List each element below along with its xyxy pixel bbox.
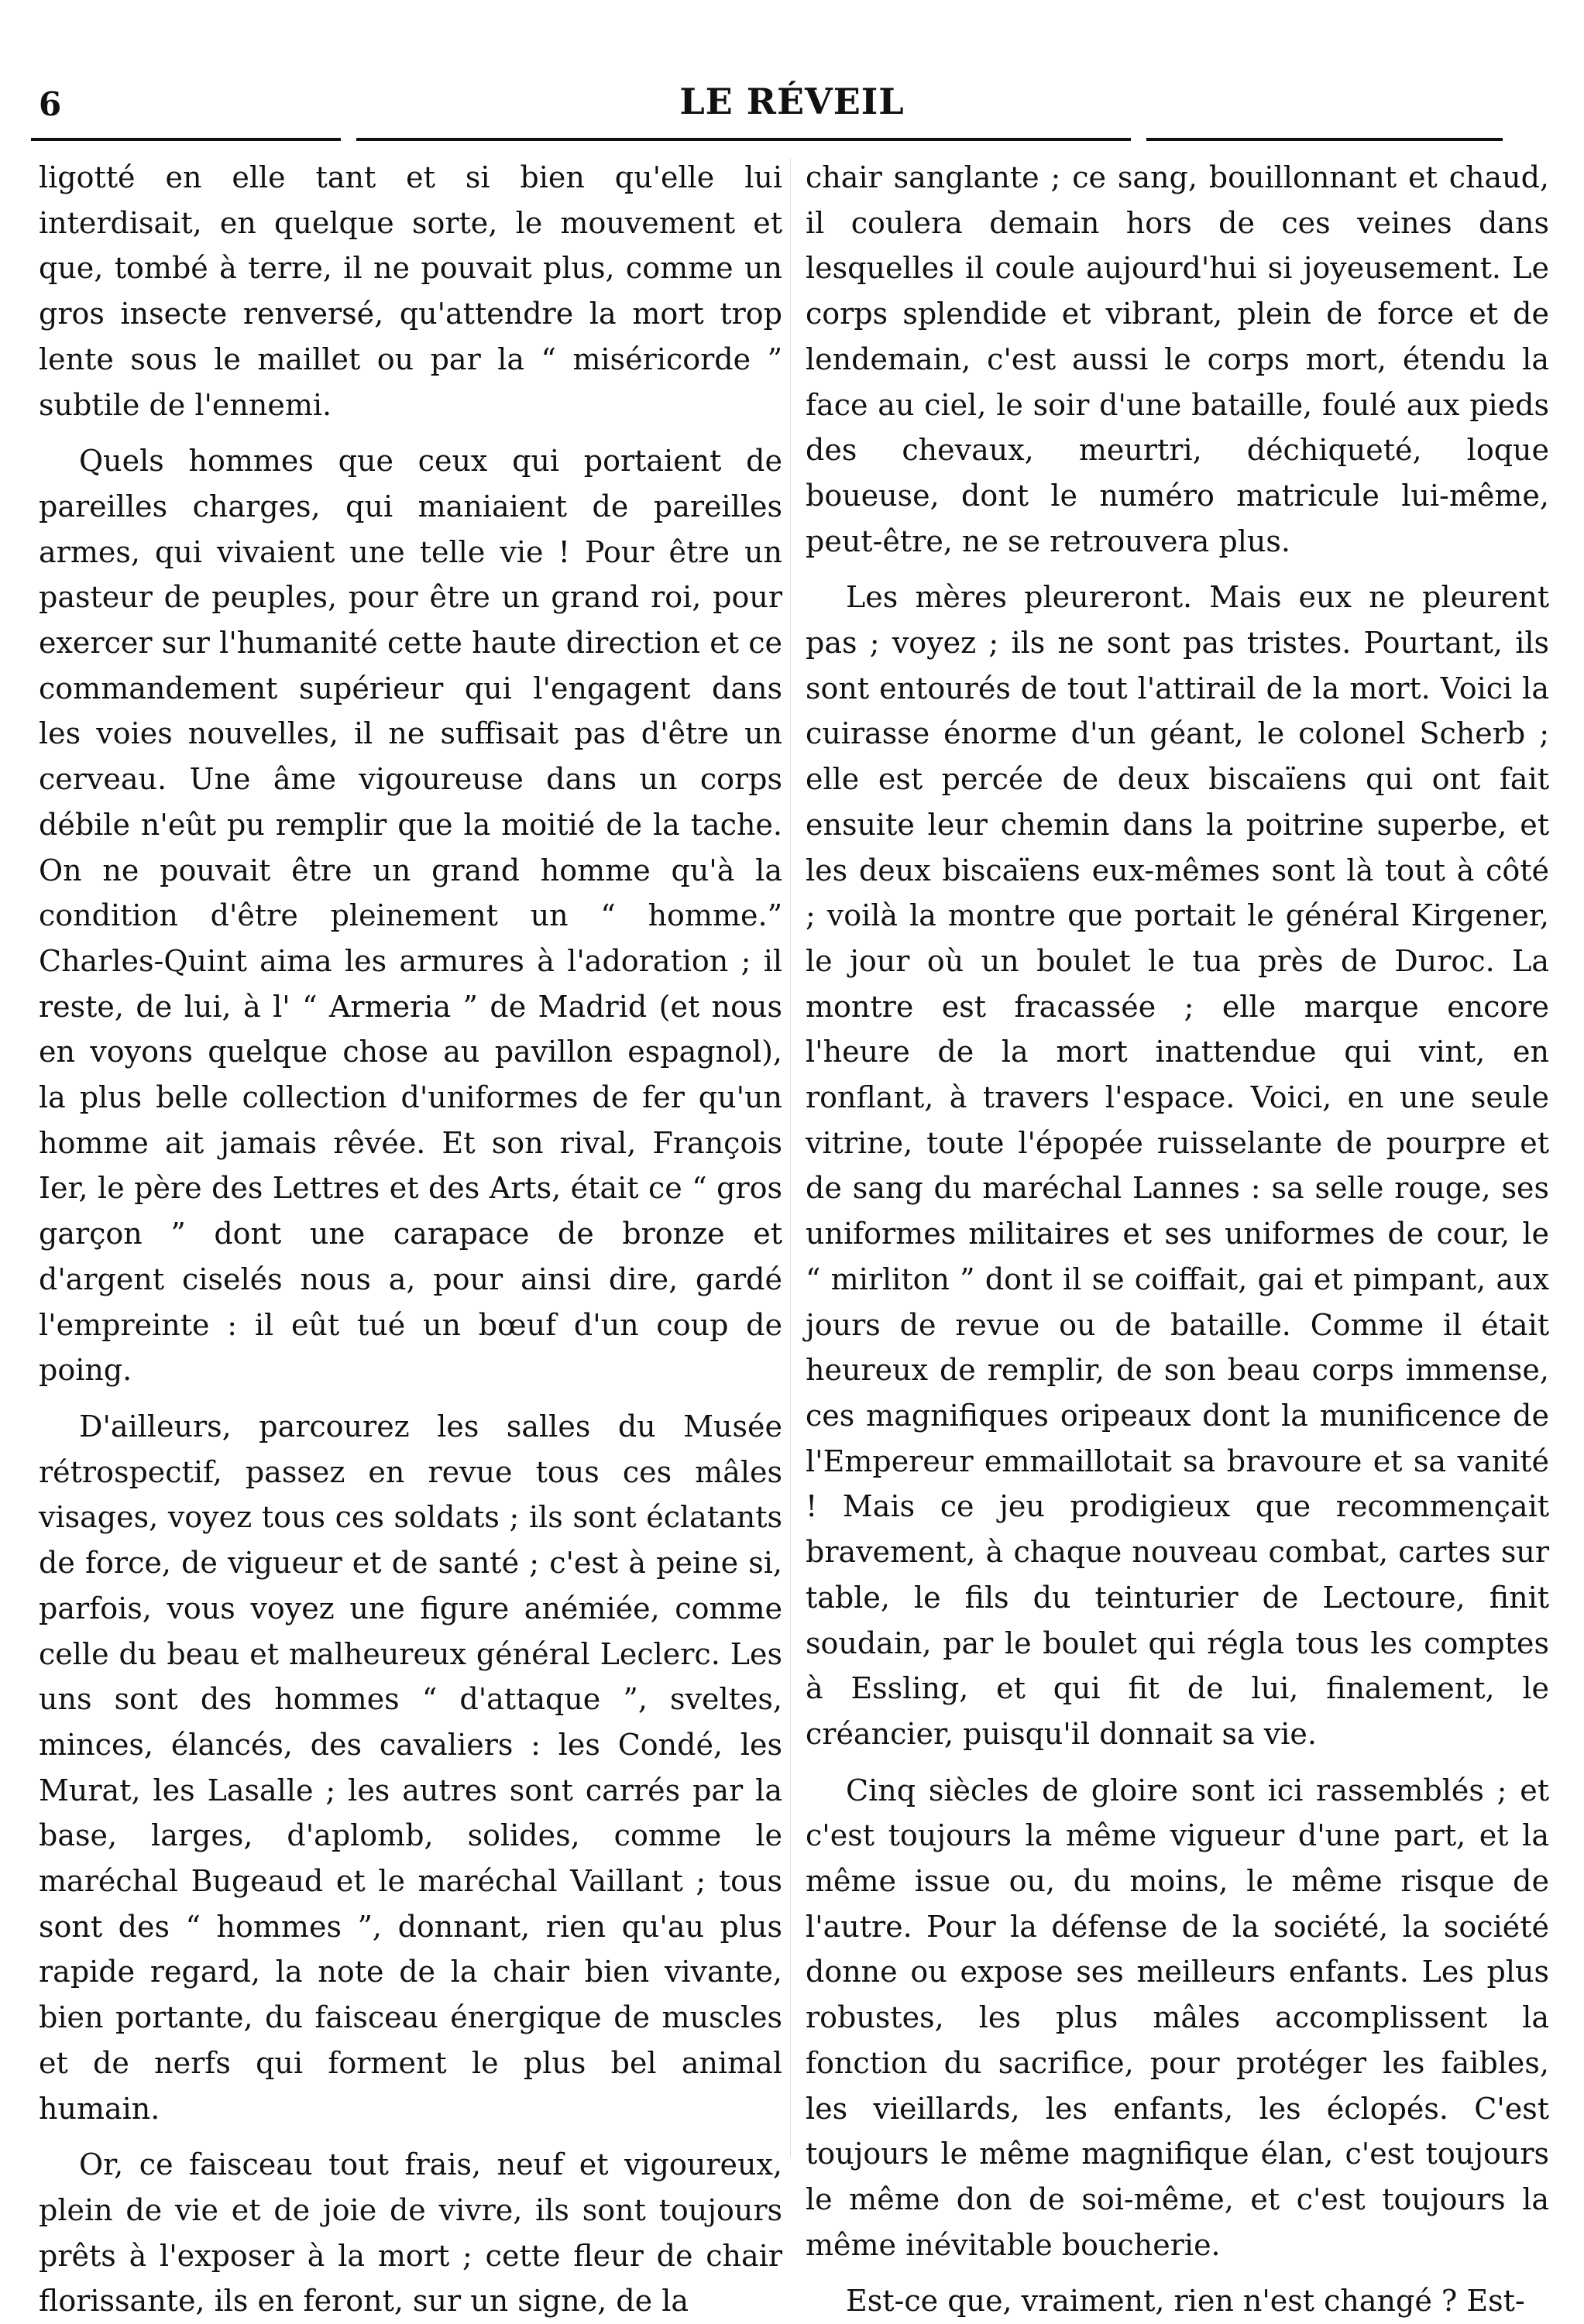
- column-gutter: [790, 159, 791, 2157]
- left-column: [39, 155, 782, 2319]
- paragraph: Cinq siècles de gloire sont ici rassemblés ; et c'est toujours la même vigueur d'une part, et la même issue ou, du moins, le même risque de l'autre. Pour la défense de la société, la société donne ou expose ses meilleurs enfants. Les plus robustes, les plus mâles accomplissent la fonction du sacrifice, pour protéger les faibles, les vieillards, les enfants, les éclopés. C'est toujours le même magnifique élan, c'est toujours le même don de soi-même, et c'est toujours la même inévitable boucherie.: [806, 1773, 1549, 2262]
- right-column: [806, 155, 1549, 2319]
- paragraph: D'ailleurs, parcourez les salles du Musée rétrospectif, passez en revue tous ces mâles visages, voyez tous ces soldats ; ils sont éclatants de force, de vigueur et de santé ; c'est à peine si, parfois, vous voyez une figure anémiée, comme celle du beau et malheureux général Leclerc. Les uns sont des hommes “ d'attaque ”, sveltes, minces, élancés, des cavaliers : les Condé, les Murat, les Lasalle ; les autres sont carrés par la base, larges, d'aplomb, solides, comme le maréchal Bugeaud et le maréchal Vaillant ; tous sont des “ hommes ”, donnant, rien qu'au plus rapide regard, la note de la chair bien vivante, bien portante, du faisceau énergique de muscles et de nerfs qui forment le plus bel animal humain.: [39, 1409, 782, 2126]
- paragraph: Quels hommes que ceux qui portaient de pareilles charges, qui maniaient de pareilles armes, qui vivaient une telle vie ! Pour être un pasteur de peuples, pour être un grand roi, pour exercer sur l'humanité cette haute direction et ce commandement supérieur qui l'engagent dans les voies nouvelles, il ne suffisait pas d'être un cerveau. Une âme vigoureuse dans un corps débile n'eût pu remplir que la moitié de la tache. On ne pouvait être un grand homme qu'à la condition d'être pleinement un “ homme.” Charles-Quint aima les armures à l'adoration ; il reste, de lui, à l' “ Armeria ” de Madrid (et nous en voyons quelque chose au pavillon espagnol), la plus belle collection d'uniformes de fer qu'un homme ait jamais rêvée. Et son rival, François Ier, le père des Lettres et des Arts, était ce “ gros garçon ” dont une carapace de bronze et d'argent ciselés nous a, pour ainsi dire, gardé l'empreinte : il eût tué un bœuf d'un coup de poing.: [39, 444, 782, 1388]
- paragraph: Or, ce faisceau tout frais, neuf et vigoureux, plein de vie et de joie de vivre, ils sont toujours prêts à l'exposer à la mort ; cette fleur de chair florissante, ils en feront, sur un signe, de la: [39, 2147, 782, 2319]
- paragraph: chair sanglante ; ce sang, bouillonnant et chaud, il coulera demain hors de ces veines dans lesquelles il coule aujourd'hui si joyeusement. Le corps splendide et vibrant, plein de force et de lendemain, c'est aussi le corps mort, étendu la face au ciel, le soir d'une bataille, foulé aux pieds des chevaux, meurtri, déchiqueté, loque boueuse, dont le numéro matricule lui-même, peut-être, ne se retrouvera plus.: [806, 160, 1549, 558]
- paragraph: Les mères pleureront. Mais eux ne pleurent pas ; voyez ; ils ne sont pas tristes. Pourtant, ils sont entourés de tout l'attirail de la mort. Voici la cuirasse énorme d'un géant, le colonel Scherb ; elle est percée de deux biscaïens qui ont fait ensuite leur chemin dans la poitrine superbe, et les deux biscaïens eux-mêmes sont là tout à côté ; voilà la montre que portait le général Kirgener, le jour où un boulet le tua près de Duroc. La montre est fracassée ; elle marque encore l'heure de la mort inattendue qui vint, en ronflant, à travers l'espace. Voici, en une seule vitrine, toute l'épopée ruisselante de pourpre et de sang du maréchal Lannes : sa selle rouge, ses uniformes militaires et ses uniformes de cour, le “ mirliton ” dont il se coiffait, gai et pimpant, aux jours de revue ou de bataille. Comme il était heureux de remplir, de son beau corps immense, ces magnifiques oripeaux dont la munificence de l'Empereur emmaillotait sa bravoure et sa vanité ! Mais ce jeu prodigieux que recommençait bravement, à chaque nouveau combat, cartes sur table, le fils du teinturier de Lectoure, finit soudain, par le boulet qui régla tous les comptes à Essling, et qui fit de lui, finalement, le créancier, puisqu'il donnait sa vie.: [806, 580, 1549, 1751]
- paragraph: Est-ce que, vraiment, rien n'est changé ? Est-: [846, 2284, 1525, 2319]
- running-title: LE RÉVEIL: [679, 81, 905, 122]
- page-header: [0, 0, 1584, 147]
- header-rule-right: [1146, 138, 1503, 141]
- page-number: 6: [39, 85, 62, 123]
- header-rule-left: [31, 138, 341, 141]
- paragraph: ligotté en elle tant et si bien qu'elle lui interdisait, en quelque sorte, le mouvement et que, tombé à terre, il ne pouvait plus, comme un gros insecte renversé, qu'attendre la mort trop lente sous le maillet ou par la “ miséricorde ” subtile de l'ennemi.: [39, 160, 782, 422]
- header-rule-middle: [356, 138, 1131, 141]
